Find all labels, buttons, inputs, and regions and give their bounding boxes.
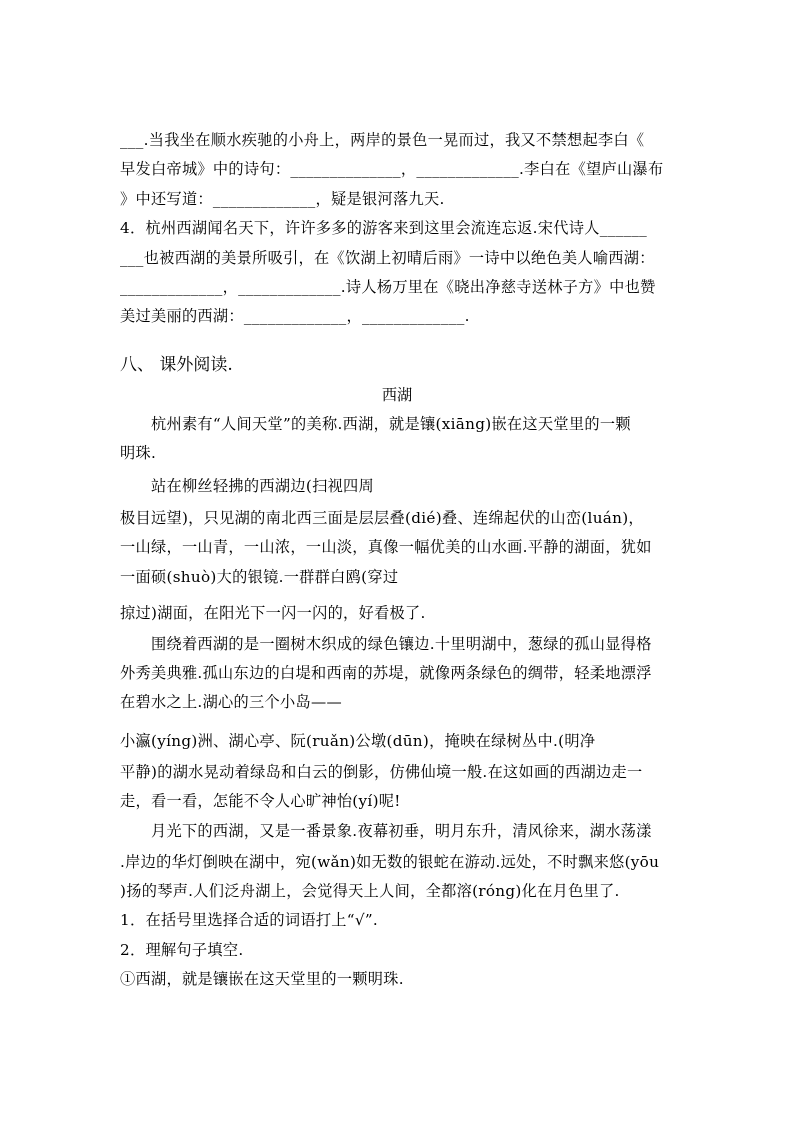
article-line: 小瀛(yíng)洲、湖心亭、阮(ruǎn)公墩(dūn)，掩映在绿树丛中.(明净 [120,732,596,750]
article-line: 在碧水之上.湖心的三个小岛—— [120,693,342,711]
article-line: 杭州素有“人间天堂”的美称.西湖，就是镶(xiāng)嵌在这天堂里的一颗 [120,415,631,433]
article-line: 一山绿，一山青，一山浓，一山淡，真像一幅优美的山水画.平静的湖面，犹如 [120,538,652,556]
article-line: 月光下的西湖，又是一番景象.夜幕初垂，明月东升，清风徐来，湖水荡漾 [120,822,652,840]
question-line: ①西湖，就是镶嵌在这天堂里的一颗明珠. [120,970,404,988]
article-line: 一面硕(shuò)大的银镜.一群群白鸥(穿过 [120,568,399,586]
article-line: )扬的琴声.人们泛舟湖上，会觉得天上人间，全都溶(róng)化在月色里了. [120,882,620,900]
text-line: ___.当我坐在顺水疾驰的小舟上，两岸的景色一晃而过，我又不禁想起李白《 [120,131,645,149]
text-line: 4．杭州西湖闻名天下，许许多多的游客来到这里会流连忘返.宋代诗人______ [120,219,648,237]
article-line: 站在柳丝轻拂的西湖边(扫视四周 [120,477,375,495]
article-line: 走，看一看，怎能不令人心旷神怡(yí)呢! [120,792,401,810]
text-line: ___也被西湖的美景所吸引，在《饮湖上初晴后雨》一诗中以绝色美人喻西湖： [120,249,655,267]
article-line: 平静)的湖水晃动着绿岛和白云的倒影，仿佛仙境一般.在这如画的西湖边走一 [120,763,643,781]
question-line: 2．理解句子填空. [120,941,244,959]
article-line: 围绕着西湖的是一圈树木织成的绿色镶边.十里明湖中，葱绿的孤山显得格 [120,635,652,653]
text-line: _____________，_____________.诗人杨万里在《晓出净慈寺送林子方》中也赞 [120,278,656,296]
text-line: 》中还写道：_____________，疑是银河落九天. [120,190,445,208]
text-line: 美过美丽的西湖：_____________，_____________. [120,307,470,325]
article-line: 极目远望)，只见湖的南北西三面是层层叠(dié)叠、连绵起伏的山峦(luán)， [120,509,644,527]
article-line: 外秀美典雅.孤山东边的白堤和西南的苏堤，就像两条绿色的绸带，轻柔地漂浮 [120,664,652,682]
article-title: 西湖 [381,386,413,404]
question-line: 1．在括号里选择合适的词语打上“√”. [120,911,379,929]
section-heading: 八、 课外阅读. [120,355,233,375]
text-line: 早发白帝城》中的诗句：______________，_____________.李白在《望庐山瀑布 [120,160,664,178]
article-line: 掠过)湖面，在阳光下一闪一闪的，好看极了. [120,604,426,622]
article-line: .岸边的华灯倒映在湖中，宛(wǎn)如无数的银蛇在游动.远处，不时飘来悠(yōu [120,853,660,871]
article-line: 明珠. [120,444,157,462]
